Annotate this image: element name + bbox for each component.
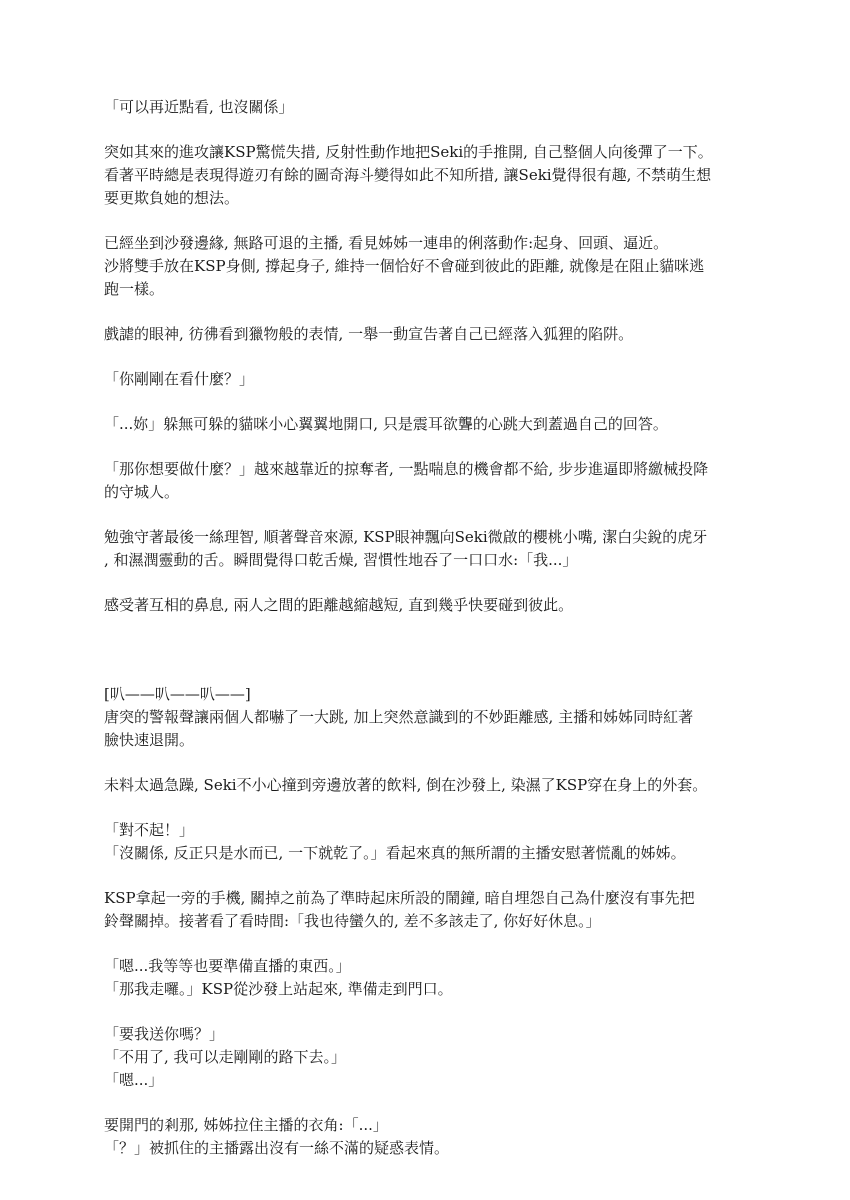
paragraph xyxy=(104,774,750,797)
text-line: 的守城人。 xyxy=(104,483,180,501)
paragraph-spacer xyxy=(104,617,750,683)
text-line: 臉快速退開。 xyxy=(104,731,195,749)
paragraph-spacer xyxy=(104,391,750,413)
text-line: 感受著互相的鼻息, 兩人之間的距離越縮越短, 直到幾乎快要碰到彼此。 xyxy=(104,596,574,614)
text-line: 「沒關係, 反正只是水而已, 一下就乾了。」看起來真的無所謂的主播安慰著慌亂的姊姊。 xyxy=(104,844,686,862)
paragraph xyxy=(104,458,750,504)
text-line: KSP拿起一旁的手機, 關掉之前為了準時起床所設的鬧鐘, 暗自埋怨自己為什麼沒有事先把 xyxy=(104,889,695,907)
text-line: 鈴聲關掉。接著看了看時間:「我也待蠻久的, 差不多該走了, 你好好休息。」 xyxy=(104,912,601,930)
paragraph xyxy=(104,413,750,436)
paragraph xyxy=(104,955,750,1001)
paragraph-spacer xyxy=(104,752,750,774)
text-line: 「不用了, 我可以走剛剛的路下去。」 xyxy=(104,1048,347,1066)
paragraph-spacer xyxy=(104,504,750,526)
paragraph-spacer xyxy=(104,119,750,141)
paragraph xyxy=(104,232,750,301)
text-line: 要開門的剎那, 姊姊拉住主播的衣角:「...」 xyxy=(104,1116,388,1134)
text-line: 看著平時總是表現得遊刃有餘的圖奇海斗變得如此不知所措, 讓Seki覺得很有趣, 不禁萌生想 xyxy=(104,166,712,184)
text-line: , 和濕潤靈動的舌。瞬間覺得口乾舌燥, 習慣性地吞了一口口水:「我...」 xyxy=(104,551,578,569)
paragraph-spacer xyxy=(104,346,750,368)
text-line: [叭——叭——叭——] xyxy=(104,685,251,703)
paragraph-spacer xyxy=(104,1001,750,1023)
text-line: 沙將雙手放在KSP身側, 撐起身子, 維持一個恰好不會碰到彼此的距離, 就像是在阻止貓咪逃 xyxy=(104,257,705,275)
paragraph xyxy=(104,323,750,346)
text-line: 突如其來的進攻讓KSP驚慌失措, 反射性動作地把Seki的手推開, 自己整個人向後彈了一下。 xyxy=(104,143,713,161)
text-line: 「嗯...我等等也要準備直播的東西。」 xyxy=(104,957,351,975)
text-line: 唐突的警報聲讓兩個人都嚇了一大跳, 加上突然意識到的不妙距離感, 主播和姊姊同時紅著 xyxy=(104,708,694,726)
text-line: 跑一樣。 xyxy=(104,280,165,298)
text-line: 「...妳」躲無可躲的貓咪小心翼翼地開口, 只是震耳欲聾的心跳大到蓋過自己的回答。 xyxy=(104,415,668,433)
paragraph-spacer xyxy=(104,865,750,887)
paragraph-spacer xyxy=(104,301,750,323)
paragraph-spacer xyxy=(104,436,750,458)
text-line: 「對不起！」 xyxy=(104,821,195,839)
text-line: 「嗯...」 xyxy=(104,1071,164,1089)
paragraph xyxy=(104,1114,750,1160)
paragraph xyxy=(104,96,750,119)
paragraph xyxy=(104,368,750,391)
text-line: 「那我走囉。」KSP從沙發上站起來, 準備走到門口。 xyxy=(104,980,453,998)
paragraph-spacer xyxy=(104,797,750,819)
paragraph-spacer xyxy=(104,210,750,232)
text-line: 勉強守著最後一絲理智, 順著聲音來源, KSP眼神飄向Seki微啟的櫻桃小嘴, 潔白尖銳的虎牙 xyxy=(104,528,708,546)
paragraph xyxy=(104,526,750,572)
paragraph xyxy=(104,683,750,752)
text-line: 「要我送你嗎？」 xyxy=(104,1025,225,1043)
paragraph-spacer xyxy=(104,572,750,594)
text-line: 「你剛剛在看什麼？」 xyxy=(104,370,255,388)
paragraph xyxy=(104,594,750,617)
paragraph xyxy=(104,141,750,210)
paragraph xyxy=(104,887,750,933)
paragraph-spacer xyxy=(104,933,750,955)
text-line: 戲謔的眼神, 彷彿看到獵物般的表情, 一舉一動宣告著自己已經落入狐狸的陷阱。 xyxy=(104,325,634,343)
text-line: 「可以再近點看, 也沒關係」 xyxy=(104,98,294,116)
text-line: 「？」被抓住的主播露出沒有一絲不滿的疑惑表情。 xyxy=(104,1139,450,1157)
document-body xyxy=(104,96,750,1160)
text-line: 未料太過急躁, Seki不小心撞到旁邊放著的飲料, 倒在沙發上, 染濕了KSP穿在身上的外套。 xyxy=(104,776,708,794)
text-line: 已經坐到沙發邊緣, 無路可退的主播, 看見姊姊一連串的俐落動作:起身、回頭、逼近。 xyxy=(104,234,669,252)
paragraph xyxy=(104,1023,750,1092)
paragraph xyxy=(104,819,750,865)
text-line: 「那你想要做什麼？」越來越靠近的掠奪者, 一點喘息的機會都不給, 步步進逼即將繳械投降 xyxy=(104,460,709,478)
paragraph-spacer xyxy=(104,1092,750,1114)
text-line: 要更欺負她的想法。 xyxy=(104,189,240,207)
